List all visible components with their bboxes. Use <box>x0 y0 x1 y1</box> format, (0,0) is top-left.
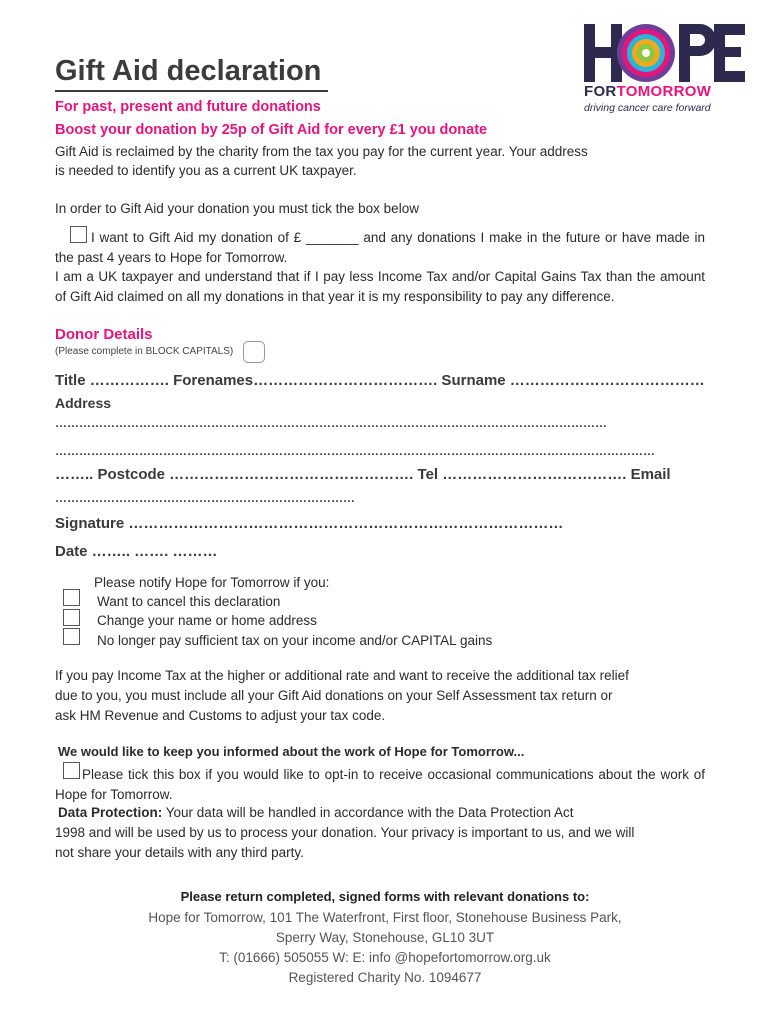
higher-rate-line-1: If you pay Income Tax at the higher or additional rate and want to receive the additional tax relief <box>55 668 629 683</box>
notify-item-cancel: Want to cancel this declaration <box>97 594 281 609</box>
data-protection-line-1 <box>58 805 574 820</box>
cancel-declaration-checkbox[interactable] <box>63 589 80 606</box>
block-capitals-box[interactable] <box>243 341 265 363</box>
return-forms-heading: Please return completed, signed forms with relevant donations to: <box>180 889 590 904</box>
opt-in-text: Please tick this box if you would like to opt-in to receive occasional communications about the work of Hope for Tomorrow. <box>55 767 705 802</box>
logo-word-for: FOR <box>584 83 617 100</box>
title-forenames-surname-row[interactable]: Title ……………. Forenames………………………………. Surname ………………………………… <box>55 372 705 389</box>
intro-line-2: is needed to identify you as a current UK taxpayer. <box>55 163 357 178</box>
address-label: Address <box>55 395 112 411</box>
donor-details-heading: Donor Details <box>55 326 153 343</box>
subtitle-donations: For past, present and future donations <box>55 99 321 115</box>
logo-tagline: driving cancer care forward <box>584 102 711 114</box>
address-line-2[interactable]: …………………………………………………………………………………………………………………………………… <box>55 444 655 458</box>
higher-rate-line-3: ask HM Revenue and Customs to adjust your tax code. <box>55 708 386 723</box>
address-line-1[interactable]: ………………………………………………………………………………………………………………………… <box>55 416 607 430</box>
postcode-tel-email-row[interactable]: …….. Postcode …………………………………………. Tel ………………………………. Email <box>55 466 671 483</box>
notify-heading: Please notify Hope for Tomorrow if you: <box>94 575 330 590</box>
keep-informed-heading: We would like to keep you informed about the work of Hope for Tomorrow... <box>58 744 525 759</box>
data-protection-line-2: 1998 and will be used by us to process your donation. Your privacy is important to us, and we will <box>55 825 635 840</box>
hope-for-tomorrow-logo <box>584 22 746 114</box>
no-longer-pay-checkbox[interactable] <box>63 628 80 645</box>
page-title: Gift Aid declaration <box>55 55 322 87</box>
notify-item-change: Change your name or home address <box>97 613 317 628</box>
title-underline <box>55 90 328 92</box>
footer-address-2: Sperry Way, Stonehouse, GL10 3UT <box>275 930 495 945</box>
data-protection-text: Your data will be handled in accordance with the Data Protection Act <box>162 805 574 820</box>
change-name-checkbox[interactable] <box>63 609 80 626</box>
declaration-paragraph-1: I want to Gift Aid my donation of £ _______ and any donations I make in the future or have made in the past 4 years to Hope for Tomorrow. <box>55 230 705 265</box>
footer-address-1: Hope for Tomorrow, 101 The Waterfront, First floor, Stonehouse Business Park, <box>148 910 622 925</box>
logo-word-tomorrow: TOMORROW <box>616 83 712 100</box>
notify-item-no-longer: No longer pay sufficient tax on your income and/or CAPITAL gains <box>97 633 493 648</box>
higher-rate-line-2: due to you, you must include all your Gift Aid donations on your Self Assessment tax return or <box>55 688 613 703</box>
block-capitals-note: (Please complete in BLOCK CAPITALS) <box>55 346 234 357</box>
intro-line-1: Gift Aid is reclaimed by the charity from the tax you pay for the current year. Your address <box>55 144 588 159</box>
declaration-paragraph-2: I am a UK taxpayer and understand that if I pay less Income Tax and/or Capital Gains Tax than the amount of Gift Aid claimed on all my donations in that year it is my responsibility to pay any difference. <box>55 269 705 304</box>
data-protection-line-3: not share your details with any third party. <box>55 845 304 860</box>
footer-charity-number: Registered Charity No. 1094677 <box>288 970 482 985</box>
hope-logo-graphic <box>584 22 746 84</box>
signature-line[interactable]: Signature …………………………………………………………………………… <box>55 515 564 532</box>
data-protection-label: Data Protection: <box>58 805 163 820</box>
logo-for-tomorrow <box>584 83 711 100</box>
subtitle-boost: Boost your donation by 25p of Gift Aid for every £1 you donate <box>55 122 488 138</box>
email-line[interactable]: ………………………………………………………………… <box>55 491 355 505</box>
footer-contact: T: (01666) 505055 W: E: info @hopefortomorrow.org.uk <box>219 950 551 965</box>
date-line[interactable]: Date …….. ……. ……… <box>55 543 218 560</box>
tick-instruction: In order to Gift Aid your donation you must tick the box below <box>55 201 419 216</box>
